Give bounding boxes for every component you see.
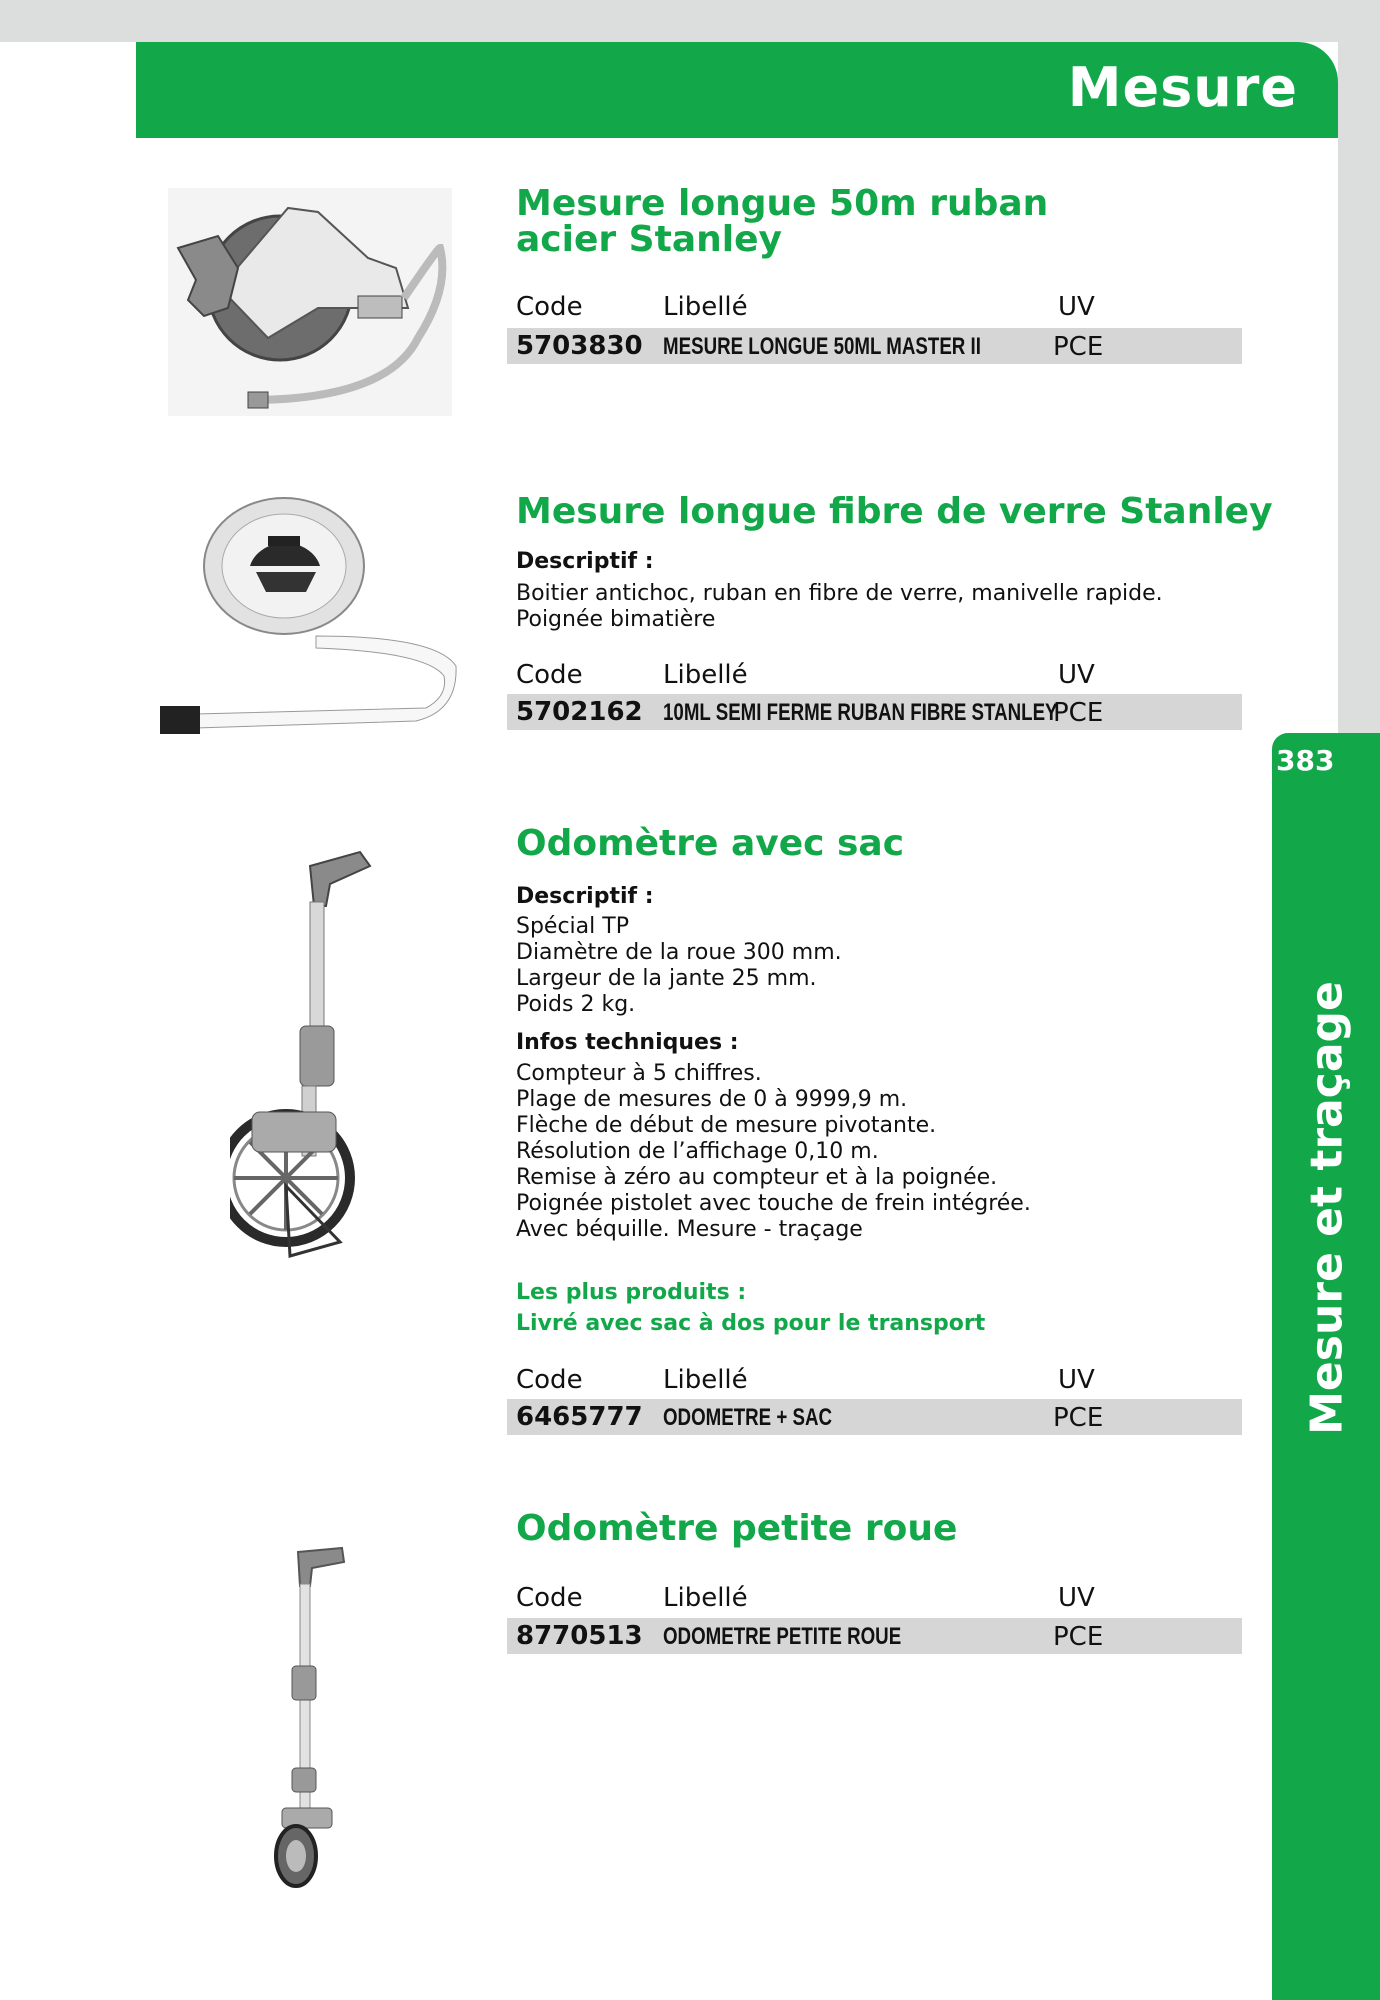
plus-produits-text: Livré avec sac à dos pour le transport — [516, 1311, 986, 1336]
product-code: 5703830 — [516, 331, 643, 361]
fiberglass-tape-image — [156, 496, 466, 736]
uv-column-header: UV — [1058, 660, 1095, 690]
libelle-column-header: Libellé — [663, 660, 748, 690]
descriptif-line: Boitier antichoc, ruban en fibre de verre, manivelle rapide. — [516, 581, 1163, 606]
descriptif-line: Poids 2 kg. — [516, 992, 636, 1017]
infos-line: Poignée pistolet avec touche de frein intégrée. — [516, 1191, 1031, 1216]
product-libelle: ODOMETRE PETITE ROUE — [663, 1623, 902, 1650]
code-column-header: Code — [516, 660, 583, 690]
product-code: 5702162 — [516, 697, 643, 727]
product-uv: PCE — [1053, 1622, 1104, 1652]
infos-line: Résolution de l’affichage 0,10 m. — [516, 1139, 879, 1164]
plus-produits-label: Les plus produits : — [516, 1280, 747, 1305]
product-code: 6465777 — [516, 1402, 643, 1432]
page-number: 383 — [1276, 744, 1335, 777]
infos-line: Remise à zéro au compteur et à la poignée. — [516, 1165, 998, 1190]
small-odometer-image — [262, 1546, 352, 1896]
table-row — [507, 1618, 1242, 1654]
top-frame-strip — [0, 0, 1380, 42]
odometer-wheel-image — [230, 846, 380, 1270]
chapter-label: Mesure et traçage — [1301, 981, 1353, 1435]
infos-line: Plage de mesures de 0 à 9999,9 m. — [516, 1087, 908, 1112]
uv-column-header: UV — [1058, 1583, 1095, 1613]
product-uv: PCE — [1053, 1403, 1104, 1433]
descriptif-label: Descriptif : — [516, 549, 654, 574]
section-header-bar — [136, 42, 1338, 138]
libelle-column-header: Libellé — [663, 1583, 748, 1613]
descriptif-line: Largeur de la jante 25 mm. — [516, 966, 817, 991]
libelle-column-header: Libellé — [663, 1365, 748, 1395]
descriptif-line: Poignée bimatière — [516, 607, 716, 632]
product-title: Mesure longue fibre de verre Stanley — [516, 491, 1273, 532]
table-row — [507, 1399, 1242, 1435]
infos-techniques-label: Infos techniques : — [516, 1030, 739, 1055]
code-column-header: Code — [516, 292, 583, 322]
product-title: Odomètre avec sac — [516, 823, 905, 864]
table-row — [507, 328, 1242, 364]
uv-column-header: UV — [1058, 1365, 1095, 1395]
infos-line: Flèche de début de mesure pivotante. — [516, 1113, 937, 1138]
libelle-column-header: Libellé — [663, 292, 748, 322]
product-title: Odomètre petite roue — [516, 1508, 958, 1549]
infos-line: Compteur à 5 chiffres. — [516, 1061, 762, 1086]
section-title: Mesure — [1067, 56, 1298, 119]
descriptif-line: Diamètre de la roue 300 mm. — [516, 940, 842, 965]
product-code: 8770513 — [516, 1621, 643, 1651]
infos-line: Avec béquille. Mesure - traçage — [516, 1217, 863, 1242]
product-libelle: ODOMETRE + SAC — [663, 1404, 833, 1431]
uv-column-header: UV — [1058, 292, 1095, 322]
steel-tape-reel-image — [168, 188, 452, 416]
code-column-header: Code — [516, 1583, 583, 1613]
product-libelle: 10ML SEMI FERME RUBAN FIBRE STANLEY — [663, 699, 1058, 726]
product-uv: PCE — [1053, 332, 1104, 362]
product-libelle: MESURE LONGUE 50ML MASTER II — [663, 333, 981, 360]
product-uv: PCE — [1053, 698, 1104, 728]
product-title: Mesure longue 50m ruban acier Stanley — [516, 183, 1049, 260]
descriptif-line: Spécial TP — [516, 914, 629, 939]
code-column-header: Code — [516, 1365, 583, 1395]
table-row — [507, 694, 1242, 730]
descriptif-label: Descriptif : — [516, 884, 654, 909]
